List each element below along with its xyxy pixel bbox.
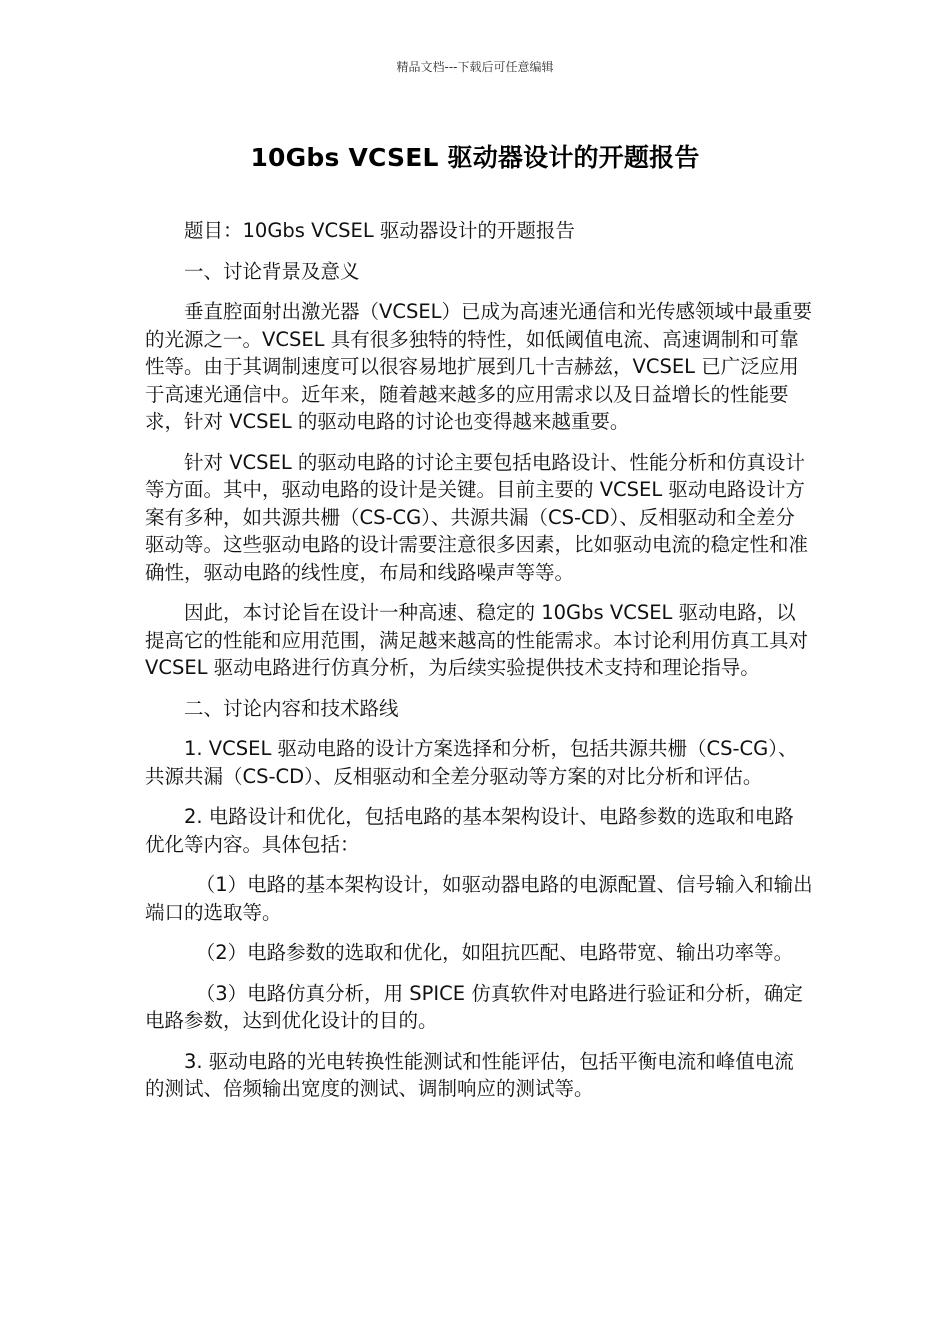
background-paragraph-3: 因此，本讨论旨在设计一种高速、稳定的 10Gbs VCSEL 驱动电路，以提高它的性能和应用范围，满足越来越高的性能需求。本讨论利用仿真工具对 VCSEL 驱动电路进行仿真分析，为后续实验提供技术支持和理论指导。 [145,601,809,679]
content-item-3: 3. 驱动电路的光电转换性能测试和性能评估，包括平衡电流和峰值电流的测试、倍频输出宽度的测试、调制响应的测试等。 [145,1049,794,1100]
content-subitem-2: （2）电路参数的选取和优化，如阻抗匹配、电路带宽、输出功率等。 [195,941,794,964]
background-paragraph-2: 针对 VCSEL 的驱动电路的讨论主要包括电路设计、性能分析和仿真设计等方面。其中，驱动电路的设计是关键。目前主要的 VCSEL 驱动电路设计方案有多种，如共源共栅（CS-CG）、共源共漏（CS-CD）、反相驱动和全差分驱动等。这些驱动电路的设计需要注意很多因素，比如驱动电流的稳定性和准确性，驱动电路的线性度，布局和线路噪声等等。 [145,450,809,584]
document-title: 10Gbs VCSEL 驱动器设计的开题报告 [250,143,700,172]
background-paragraph-1: 垂直腔面射出激光器（VCSEL）已成为高速光通信和光传感领域中最重要的光源之一。VCSEL 具有很多独特的特性，如低阈值电流、高速调制和可靠性等。由于其调制速度可以很容易地扩展到几十吉赫兹，VCSEL 已广泛应用于高速光通信中。近年来，随着越来越多的应用需求以及日益增长的性能要求，针对 VCSEL 的驱动电路的讨论也变得越来越重要。 [145,300,813,433]
document-body [145,217,813,1116]
section-heading-background: 一、讨论背景及意义 [184,259,360,283]
topic-line: 题目：10Gbs VCSEL 驱动器设计的开题报告 [184,219,575,242]
content-item-1: 1. VCSEL 驱动电路的设计方案选择和分析，包括共源共栅（CS-CG）、共源共漏（CS-CD）、反相驱动和全差分驱动等方案的对比分析和评估。 [145,737,798,788]
page-header-note: 精品文档---下载后可任意编辑 [396,60,554,74]
content-item-2: 2. 电路设计和优化，包括电路的基本架构设计、电路参数的选取和电路优化等内容。具体包括： [145,805,794,856]
content-subitem-1: （1）电路的基本架构设计，如驱动器电路的电源配置、信号输入和输出端口的选取等。 [145,873,813,924]
section-heading-content: 二、讨论内容和技术路线 [184,696,399,720]
content-subitem-3: （3）电路仿真分析，用 SPICE 仿真软件对电路进行验证和分析，确定电路参数，达到优化设计的目的。 [145,981,803,1032]
